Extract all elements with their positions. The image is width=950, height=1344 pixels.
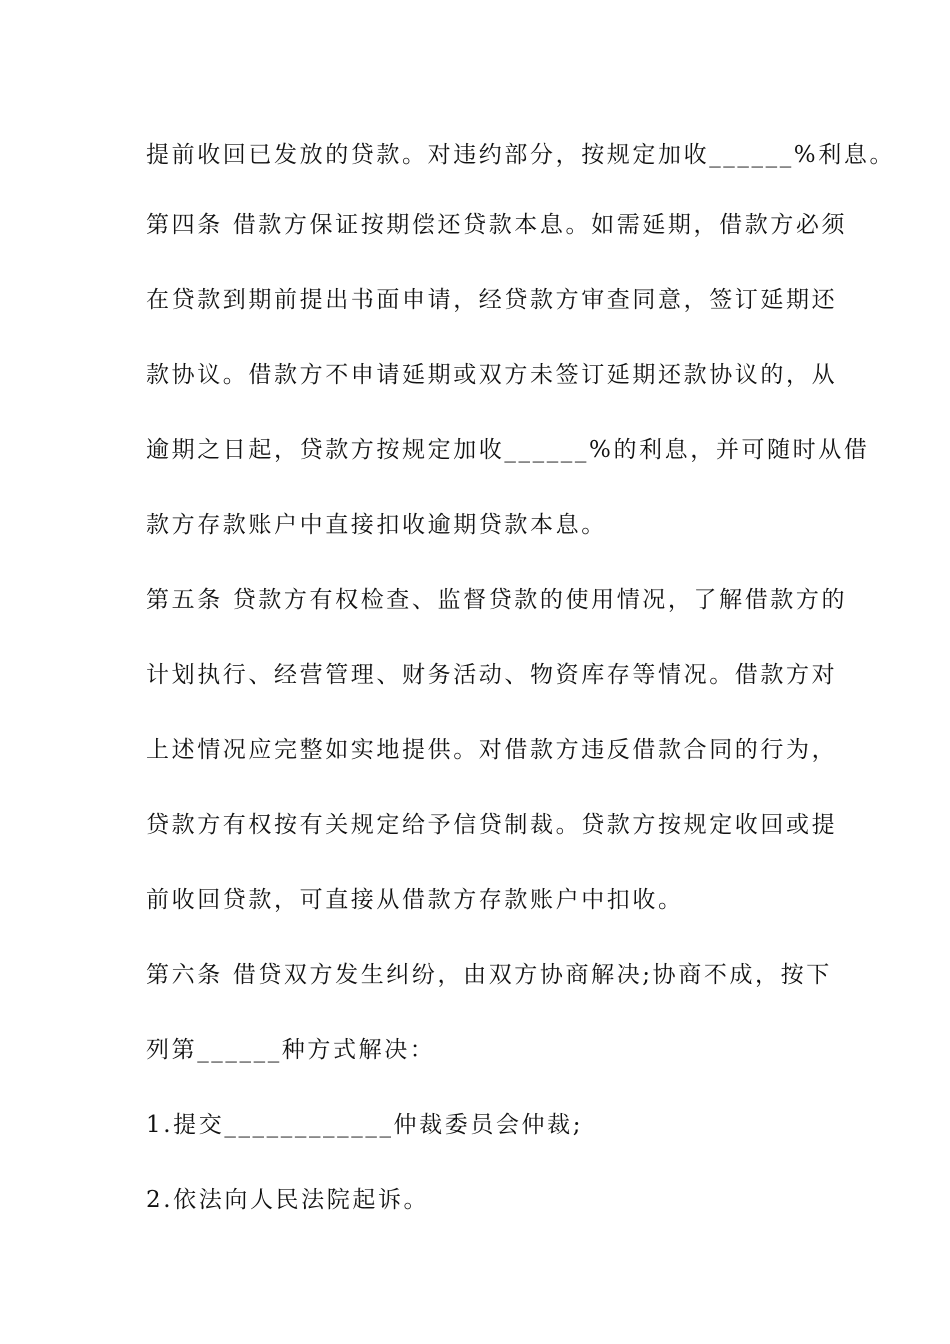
text-line-9: 上述情况应完整如实地提供。对借款方违反借款合同的行为， bbox=[146, 737, 838, 763]
text-line-2: 第四条 借款方保证按期偿还贷款本息。如需延期，借款方必须 bbox=[146, 212, 848, 238]
text-line-11: 前收回贷款，可直接从借款方存款账户中扣收。 bbox=[146, 887, 684, 913]
text-line-3: 在贷款到期前提出书面申请，经贷款方审查同意，签订延期还 bbox=[146, 287, 838, 313]
text-line-13: 列第______种方式解决： bbox=[146, 1037, 436, 1063]
text-line-12: 第六条 借贷双方发生纠纷，由双方协商解决;协商不成，按下 bbox=[146, 962, 832, 988]
text-line-10: 贷款方有权按有关规定给予信贷制裁。贷款方按规定收回或提 bbox=[146, 812, 838, 838]
text-line-5: 逾期之日起，贷款方按规定加收______%的利息，并可随时从借 bbox=[146, 437, 870, 463]
text-line-4: 款协议。借款方不申请延期或双方未签订延期还款协议的，从 bbox=[146, 362, 838, 388]
text-line-15: 2.依法向人民法院起诉。 bbox=[146, 1187, 430, 1213]
text-line-6: 款方存款账户中直接扣收逾期贷款本息。 bbox=[146, 512, 607, 538]
text-line-14: 1.提交____________仲裁委员会仲裁; bbox=[146, 1112, 584, 1138]
text-line-8: 计划执行、经营管理、财务活动、物资库存等情况。借款方对 bbox=[146, 662, 838, 688]
text-line-1: 提前收回已发放的贷款。对违约部分，按规定加收______%利息。 bbox=[146, 142, 896, 168]
text-line-7: 第五条 贷款方有权检查、监督贷款的使用情况，了解借款方的 bbox=[146, 587, 848, 613]
